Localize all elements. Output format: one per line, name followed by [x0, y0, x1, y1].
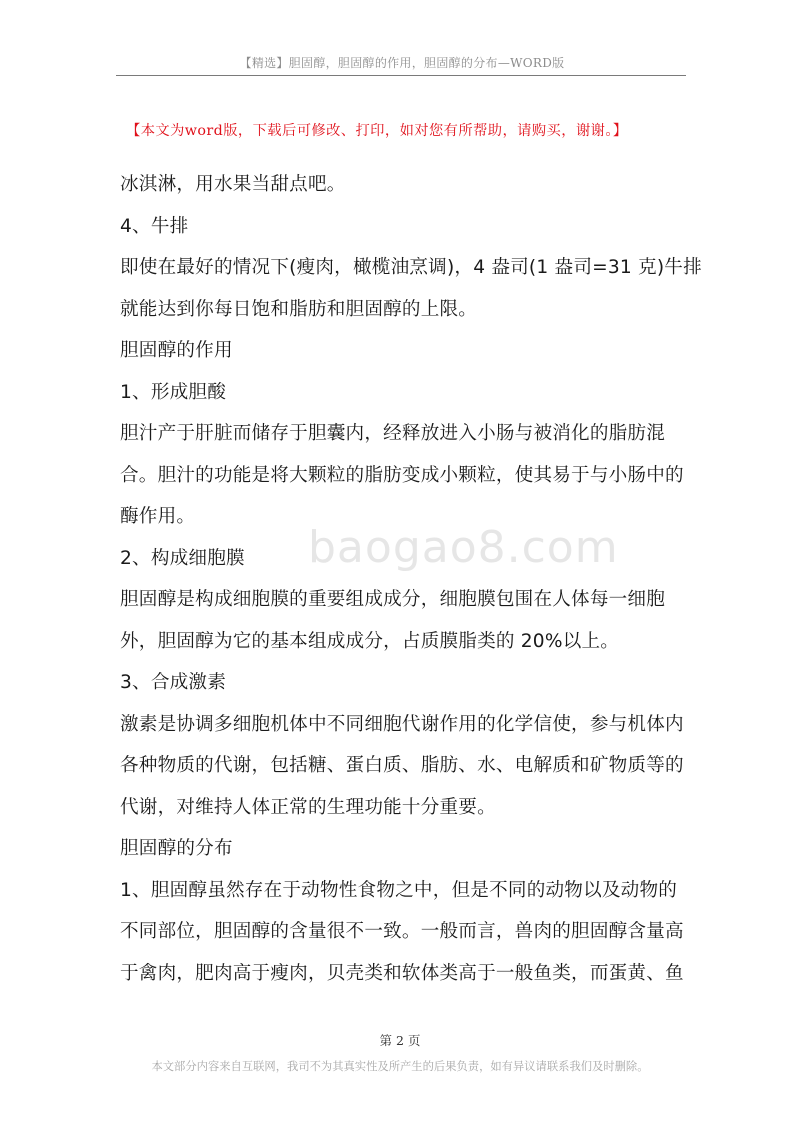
section-heading: 3、合成激素 — [120, 672, 226, 693]
body-line: 冰淇淋，用水果当甜点吧。 — [120, 174, 346, 195]
watermark: baogao8.com — [308, 522, 619, 573]
body-line: 代谢，对维持人体正常的生理功能十分重要。 — [120, 796, 496, 818]
page-header: 【精选】胆固醇，胆固醇的作用，胆固醇的分布—WORD版 — [239, 56, 565, 70]
section-heading: 4、牛排 — [120, 215, 189, 237]
body-line: 胆汁产于肝脏而储存于胆囊内，经释放进入小肠与被消化的脂肪混 — [120, 423, 666, 444]
document-body — [120, 164, 702, 994]
body-line: 合。胆汁的功能是将大颗粒的脂肪变成小颗粒，使其易于与小肠中的 — [120, 464, 684, 486]
body-line: 各种物质的代谢，包括糖、蛋白质、脂肪、水、电解质和矿物质等的 — [120, 755, 684, 776]
section-heading: 2、构成细胞膜 — [120, 547, 245, 569]
body-line: 不同部位，胆固醇的含量很不一致。一般而言，兽肉的胆固醇含量高 — [120, 921, 684, 942]
body-line: 1、胆固醇虽然存在于动物性食物之中，但是不同的动物以及动物的 — [120, 879, 678, 901]
body-line: 外，胆固醇为它的基本组成成分，占质膜脂类的 20%以上。 — [120, 630, 620, 652]
body-line: 即使在最好的情况下(瘦肉，橄榄油烹调)，4 盎司(1 盎司=31 克)牛排 — [120, 257, 702, 278]
page-number: 第 2 页 — [379, 1033, 421, 1048]
header-rule — [116, 75, 686, 76]
purchase-notice: 【本文为word版，下载后可修改、打印，如对您有所帮助，请购买，谢谢。】 — [126, 123, 628, 139]
body-line: 就能达到你每日饱和脂肪和胆固醇的上限。 — [120, 298, 478, 320]
page-footer: 本文部分内容来自互联网，我司不为其真实性及所产生的后果负责，如有异议请联系我们及时删除。 — [151, 1060, 649, 1073]
section-heading: 1、形成胆酸 — [120, 381, 226, 403]
body-line: 胆固醇是构成细胞膜的重要组成成分，细胞膜包围在人体每一细胞 — [120, 589, 666, 610]
section-heading: 胆固醇的分布 — [120, 838, 233, 859]
section-heading: 胆固醇的作用 — [120, 340, 233, 361]
body-line: 激素是协调多细胞机体中不同细胞代谢作用的化学信使，参与机体内 — [120, 713, 684, 735]
body-line: 于禽肉，肥肉高于瘦肉，贝壳类和软体类高于一般鱼类，而蛋黄、鱼 — [120, 962, 684, 984]
body-line: 酶作用。 — [120, 506, 196, 527]
